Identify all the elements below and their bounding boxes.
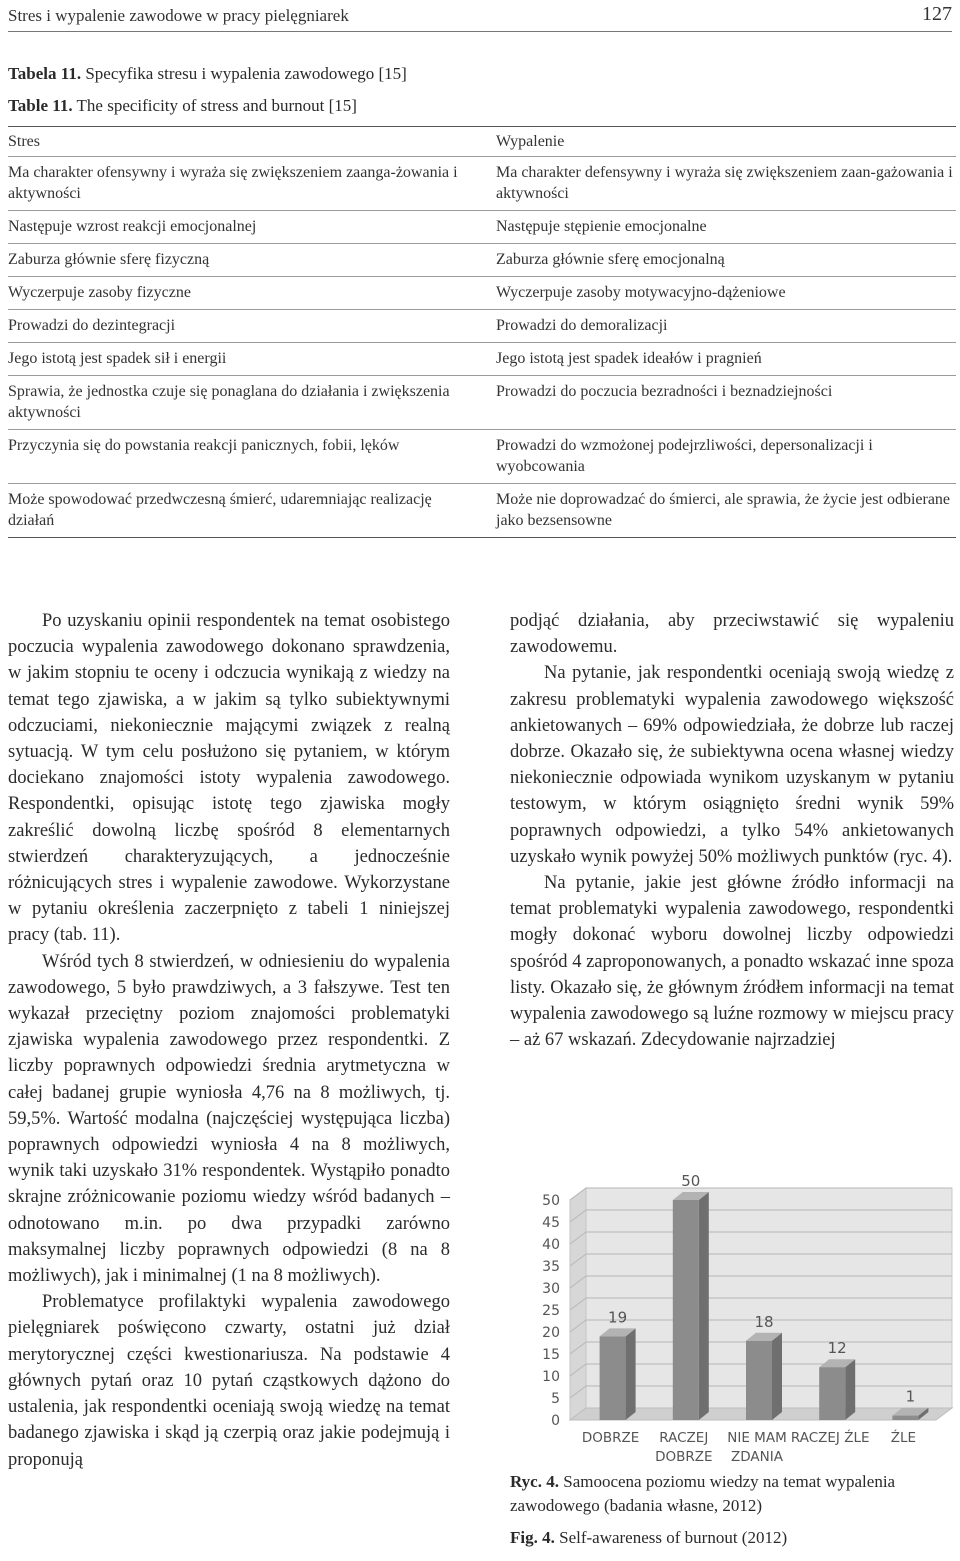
bar [673,1200,699,1420]
data-label: 50 [681,1172,701,1190]
running-header [8,0,952,26]
knowledge-bar-chart [508,1160,958,1470]
table-row [8,343,956,376]
cell-burnout: Wyczerpuje zasoby motywacyjno-dążeniowe [488,277,956,310]
data-label: 18 [754,1312,774,1331]
y-tick-label: 45 [542,1215,560,1231]
cell-burnout: Następuje stępienie emocjonalne [488,211,956,244]
table-row [8,277,956,310]
table-header-row [8,127,956,157]
y-tick-label: 50 [542,1193,560,1209]
table-row [8,430,956,484]
y-tick-label: 35 [542,1259,560,1275]
cell-stress: Prowadzi do dezintegracji [8,310,488,343]
bar-side [626,1328,636,1420]
cell-burnout: Ma charakter defensywny i wyraża się zwiększeniem zaan-gażowania i aktywności [488,157,956,211]
table-label-en: Table 11. [8,96,73,115]
y-tick-label: 10 [542,1369,560,1385]
paragraph: Na pytanie, jak respondentki oceniają swoją wiedzę z zakresu problematyki wypalenia zawodowego większość ankietowanych – 69% odpowiedziała, że dobrze lub raczej dobrze. Okazało się, że subiektywna ocena własnej wiedzy niekoniecznie odpowiada wynikom uzyskanym w pytaniu testowym, w którym osiągnięto średni wynik 59% poprawnych odpowiedzi, a tylko 54% ankietowanych uzyskało wynik powyżej 50% możliwych punktów (ryc. 4). [510,663,954,867]
y-tick-label: 25 [542,1303,560,1319]
cell-burnout: Prowadzi do poczucia bezradności i beznadziejności [488,376,956,430]
data-label: 1 [905,1387,916,1406]
y-tick-label: 15 [542,1347,560,1363]
paragraph: Na pytanie, jakie jest główne źródło informacji na temat problematyki wypalenia zawodowego, respondentki mogły dokonać wyboru dowolnej liczby odpowiedzi spośród 4 zaproponowanych, a ponadto wskazać inne spoza listy. Okazało się, że głównym źródłem informacji na temat wypalenia zawodowego są luźne rozmowy w miejscu pracy – aż 67 wskazań. Zdecydowanie najrzadziej [510,873,954,1051]
figure-caption-pl [510,1470,956,1518]
x-tick-label: ŹLE [890,1430,917,1446]
table-title-pl: Specyfika stresu i wypalenia zawodowego [15] [85,64,407,83]
cell-burnout: Może nie doprowadzać do śmierci, ale sprawia, że życie jest odbierane jako bezsensowne [496,491,951,529]
table-row [8,211,956,244]
cell-stress: Następuje wzrost reakcji emocjonalnej [8,211,488,244]
cell-burnout: Zaburza głównie sferę emocjonalną [488,244,956,277]
bar-side [699,1192,709,1420]
page-number: 127 [922,3,952,25]
figure-caption [510,1470,956,1550]
y-tick-label: 30 [542,1281,560,1297]
stress-burnout-table [8,126,956,538]
column-header-burnout: Wypalenie [488,127,956,157]
cell-stress: Przyczynia się do powstania reakcji panicznych, fobii, lęków [8,430,488,484]
cell-stress: Wyczerpuje zasoby fizyczne [8,277,488,310]
table-row [8,244,956,277]
cell-stress: Sprawia, że jednostka czuje się ponaglana do działania i zwiększenia aktywności [8,376,488,430]
table-label-pl: Tabela 11. [8,64,82,83]
figure-caption-en [510,1526,956,1550]
x-tick-label: NIE MAM [727,1430,787,1446]
y-tick-label: 20 [542,1325,560,1341]
x-tick-label: ZDANIA [731,1449,783,1465]
table-title-en: The specificity of stress and burnout [15] [76,96,357,115]
data-label: 19 [608,1308,628,1327]
paragraph: podjąć działania, aby przeciwstawić się wypaleniu zawodowemu. [510,611,954,658]
body-column-right [510,608,954,1053]
x-tick-label: RACZEJ [659,1430,709,1446]
cell-burnout: Prowadzi do wzmożonej podejrzliwości, depersonalizacji i wyobcowania [488,430,956,484]
table-caption-pl [8,58,407,90]
figure-label-en: Fig. 4. [510,1528,555,1547]
bar [892,1416,918,1420]
x-tick-label: RACZEJ ŹLE [790,1430,870,1446]
bar-side [845,1359,855,1420]
bar-side [772,1333,782,1420]
cell-stress: Jego istotą jest spadek sił i energii [8,343,488,376]
cell-stress: Może spowodować przedwczesną śmierć, udaremniając realizację działań [8,491,432,529]
y-tick-label: 0 [551,1413,560,1429]
cell-burnout: Jego istotą jest spadek ideałów i pragnień [488,343,956,376]
column-header-stress: Stres [8,127,488,157]
table-caption-en [8,90,407,122]
paragraph: Problematyce profilaktyki wypalenia zawodowego pielęgniarek poświęcono czwarty, ostatni już dział merytorycznej części kwestionariusza. Na podstawie 4 głównych pytań oraz 10 pytań cząstkowych dążono do ustalenia, jak respondentki oceniają swoją wiedzę na temat badanego zjawiska i skąd ją czerpią oraz jakie podejmują i proponują [8,1292,450,1470]
figure-title-en: Self-awareness of burnout (2012) [559,1528,788,1547]
table-caption [8,58,407,122]
paragraph: Po uzyskaniu opinii respondentek na temat osobistego poczucia wypalenia zawodowego dokonano sprawdzenia, w jakim stopniu te oceny i odczucia wynikają z wiedzy na temat tego zjawiska, a w jakim są tylko subiektywnymi odczuciami, niekoniecznie mającymi związek z realną sytuacją. W tym celu posłużono się pytaniem, w którym dociekano znajomości istoty wypalenia zawodowego. Respondentki, opisując istotę tego zjawiska mogły zakreślić dowolną liczbę spośród 8 elementarnych stwierdzeń charakteryzujących, a jednocześnie różnicujących stres i wypalenie zawodowe. Wykorzystane w pytaniu określenia zaczerpnięto z tabeli 1 niniejszej pracy (tab. 11). [8,611,450,946]
x-tick-label: DOBRZE [655,1449,713,1465]
table-row [8,376,956,430]
cell-burnout: Prowadzi do demoralizacji [488,310,956,343]
figure-label-pl: Ryc. 4. [510,1472,559,1491]
table-row [8,310,956,343]
y-tick-label: 40 [542,1237,560,1253]
bar [600,1336,626,1420]
header-rule [8,31,952,32]
y-tick-label: 5 [551,1391,560,1407]
table-row [8,157,956,211]
figure-chart [508,1160,958,1470]
cell-stress: Ma charakter ofensywny i wyraża się zwiększeniem zaanga-żowania i aktywności [8,157,488,211]
table-row [8,484,956,538]
paragraph: Wśród tych 8 stwierdzeń, w odniesieniu do wypalenia zawodowego, 5 było prawdziwych, a 3 fałszywe. Test ten wykazał przeciętny poziom znajomości problematyki zjawiska wypalenia zawodowego przez respondentki. Z liczby poprawnych odpowiedzi średnia arytmetyczna w całej badanej grupie wyniosła 4,76 na 8 możliwych, tj. 59,5%. Wartość modalna (najczęściej występująca liczba) poprawnych odpowiedzi wyniosła 4 na 8 możliwych, wynik taki uzyskało 31% respondentek. Wystąpiło ponadto skrajne zróżnicowanie poziomu wiedzy wśród badanych – odnotowano m.in. po dwa przypadki zarówno maksymalnej liczby poprawnych odpowiedzi (8 na 8 możliwych), jak i minimalnej (1 na 8 możliwych). [8,951,450,1287]
figure-title-pl: Samoocena poziomu wiedzy na temat wypalenia zawodowego (badania własne, 2012) [510,1472,896,1515]
x-tick-label: DOBRZE [581,1430,640,1446]
bar [819,1367,845,1420]
bar [746,1341,772,1420]
cell-stress: Zaburza głównie sferę fizyczną [8,244,488,277]
running-title: Stres i wypalenie zawodowe w pracy pielęgniarek [8,6,349,25]
data-label: 12 [827,1339,847,1358]
body-column-left [8,608,450,1473]
